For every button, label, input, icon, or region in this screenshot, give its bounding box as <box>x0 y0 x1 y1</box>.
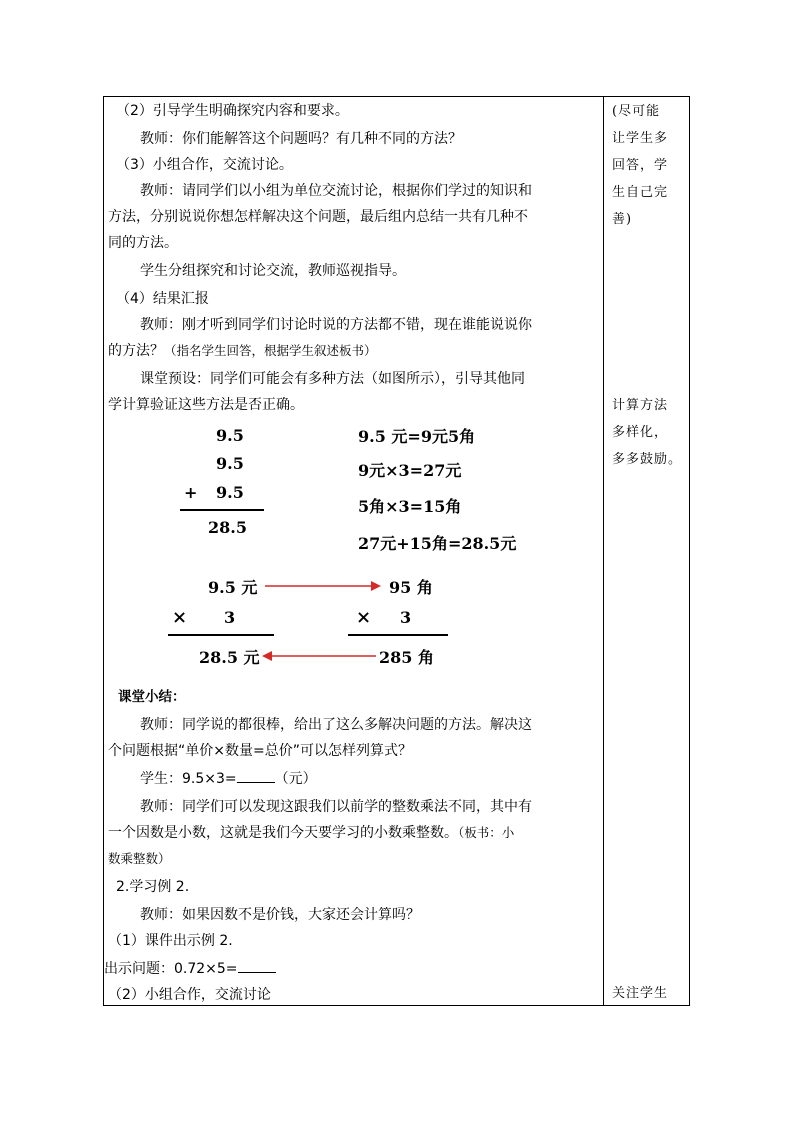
vert-addend-1: 9.5 <box>216 426 244 445</box>
summary-3 <box>140 768 317 790</box>
vert-plus: + <box>184 483 198 502</box>
vert-sum-line <box>180 509 264 511</box>
arrow-right-icon <box>263 576 383 596</box>
note-7: 多样化， <box>612 425 669 440</box>
summary-5 <box>108 822 514 844</box>
example-2-step-1: （1）课件出示例 2. <box>108 933 233 949</box>
teacher-question: 教师：你们能解答这个问题吗？有几种不同的方法？ <box>140 131 462 147</box>
problem-text: 出示问题：0.72×5= <box>104 961 238 977</box>
mul-right-line <box>348 634 448 636</box>
step-3-text: （3）小组合作，交流讨论。 <box>116 157 293 173</box>
example-2-problem <box>104 958 276 980</box>
note-4: 生自己完 <box>612 185 669 200</box>
note-2: 让学生多 <box>612 131 669 146</box>
note-1: (尽可能 <box>612 104 661 119</box>
conv-line-3: 5角×3=15角 <box>358 497 462 516</box>
summary-2: 个问题根据“单价×数量=总价”可以怎样列算式？ <box>108 743 412 759</box>
mul-left-top: 9.5 元 <box>208 578 258 597</box>
note-6: 计算方法 <box>612 398 669 413</box>
step-2-text: （2）引导学生明确探究内容和要求。 <box>116 103 349 119</box>
arrow-left-icon <box>260 646 380 666</box>
board-note: （板书：小 <box>458 825 515 840</box>
vert-addend-3: 9.5 <box>216 483 244 502</box>
teacher-instruction-3: 同的方法。 <box>108 235 178 251</box>
vert-sum: 28.5 <box>208 518 247 537</box>
teacher-report-1: 教师：刚才听到同学们讨论时说的方法都不错，现在谁能说说你 <box>140 317 532 333</box>
conv-line-4: 27元+15角=28.5元 <box>358 534 517 553</box>
example-2-heading: 2.学习例 2. <box>116 879 190 895</box>
answer-blank <box>237 768 275 783</box>
preset-1: 课堂预设：同学们可能会有多种方法（如图所示），引导其他同 <box>140 371 525 387</box>
summary-5-text: 一个因数是小数，这就是我们今天要学习的小数乘整数。 <box>108 825 458 841</box>
mul-right-three: 3 <box>400 608 412 627</box>
column-divider <box>603 96 604 1006</box>
vert-addend-2: 9.5 <box>216 454 244 473</box>
mul-right-times: × <box>356 607 372 628</box>
mul-left-times: × <box>172 607 188 628</box>
report-note: （指名学生回答，根据学生叙述板书） <box>164 343 377 358</box>
note-3: 回答，学 <box>612 158 669 173</box>
problem-blank <box>238 958 276 973</box>
student-activity: 学生分组探究和讨论交流，教师巡视指导。 <box>140 263 406 279</box>
teacher-instruction-2: 方法，分别说说你想怎样解决这个问题，最后组内总结一共有几种不 <box>108 209 528 225</box>
mul-left-three: 3 <box>224 608 236 627</box>
note-5: 善) <box>612 212 633 227</box>
mul-left-line <box>168 634 274 636</box>
conv-line-1: 9.5 元=9元5角 <box>358 427 476 446</box>
mul-right-result: 285 角 <box>379 648 434 667</box>
teacher-instruction-1: 教师：请同学们以小组为单位交流讨论，根据你们学过的知识和 <box>140 183 532 199</box>
preset-2: 学计算验证这些方法是否正确。 <box>108 397 304 413</box>
conv-line-2: 9元×3=27元 <box>358 461 462 480</box>
report-text: 的方法？ <box>108 343 164 359</box>
example-2-question: 教师：如果因数不是价钱，大家还会计算吗？ <box>140 907 420 923</box>
summary-4: 教师：同学们可以发现这跟我们以前学的整数乘法不同，其中有 <box>140 799 532 815</box>
summary-6: 数乘整数） <box>108 851 171 866</box>
teacher-report-2 <box>108 340 377 362</box>
mul-left-result: 28.5 元 <box>199 648 260 667</box>
mul-right-top: 95 角 <box>389 578 433 597</box>
summary-title: 课堂小结： <box>118 689 186 705</box>
example-2-step-2: （2）小组合作，交流讨论 <box>108 987 271 1003</box>
summary-1: 教师：同学说的都很棒，给出了这么多解决问题的方法。解决这 <box>140 717 532 733</box>
note-9: 关注学生 <box>612 986 669 1001</box>
answer-unit: （元） <box>274 771 317 787</box>
note-8: 多多鼓励。 <box>612 452 683 467</box>
student-answer: 学生：9.5×3= <box>140 771 237 787</box>
step-4-text: （4）结果汇报 <box>116 291 209 307</box>
